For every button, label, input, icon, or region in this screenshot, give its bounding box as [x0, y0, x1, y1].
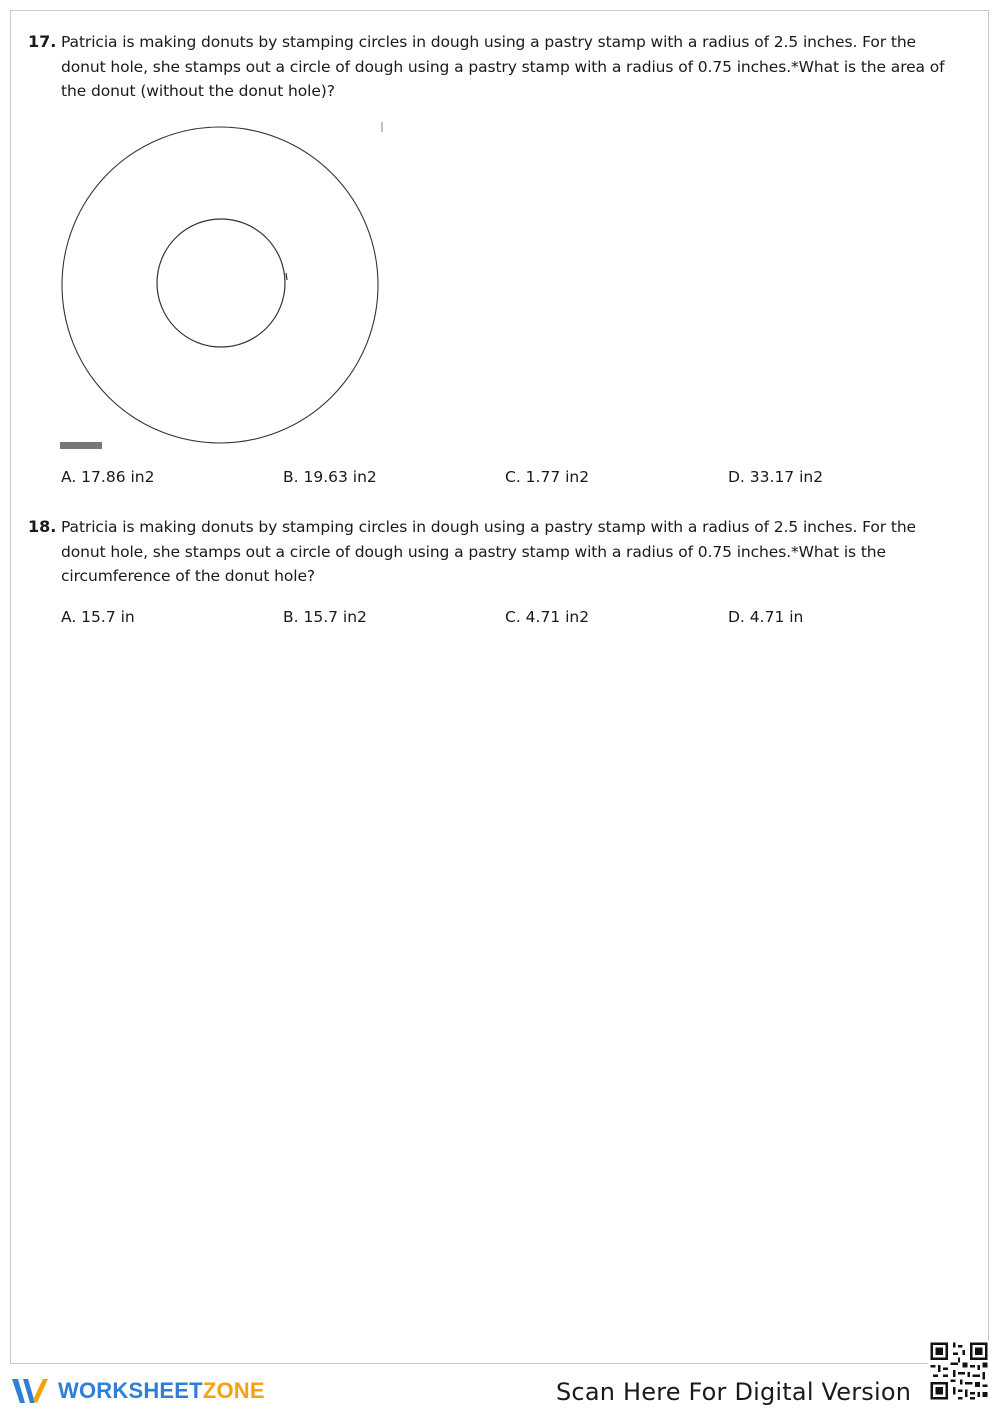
- question-text: Patricia is making donuts by stamping circles in dough using a pastry stamp with a radius of 2.5 inches. For the donut hole, she stamps out a circle of dough using a pastry stamp with a radius of 0.75 inches.*What is the area of the donut (without the donut hole)?: [61, 33, 945, 100]
- question-17: [28, 30, 948, 104]
- image-tag: [60, 442, 102, 449]
- option-a[interactable]: A. 15.7 in: [61, 608, 135, 626]
- question-18: [28, 515, 948, 589]
- scan-mark: [286, 273, 287, 280]
- qr-code[interactable]: [928, 1340, 990, 1402]
- donut-outer-circle: [62, 127, 378, 443]
- donut-hole-circle: [157, 219, 285, 347]
- option-d[interactable]: D. 33.17 in2: [728, 468, 824, 486]
- brand-logo[interactable]: [10, 1374, 265, 1408]
- footer: [0, 1366, 1000, 1414]
- question-number: 17.: [28, 32, 57, 51]
- option-b[interactable]: B. 15.7 in2: [283, 608, 367, 626]
- option-d[interactable]: D. 4.71 in: [728, 608, 804, 626]
- option-c[interactable]: C. 4.71 in2: [505, 608, 590, 626]
- brand-w-icon: [10, 1376, 50, 1406]
- option-a[interactable]: A. 17.86 in2: [61, 468, 155, 486]
- brand-name-part2: ZONE: [202, 1378, 265, 1403]
- brand-name: [58, 1378, 265, 1404]
- brand-name-part1: WORKSHEET: [58, 1378, 203, 1403]
- option-b[interactable]: B. 19.63 in2: [283, 468, 377, 486]
- scan-here-text: Scan Here For Digital Version: [556, 1378, 912, 1406]
- option-c[interactable]: C. 1.77 in2: [505, 468, 590, 486]
- donut-figure: [58, 118, 388, 453]
- question-text: Patricia is making donuts by stamping circles in dough using a pastry stamp with a radius of 2.5 inches. For the donut hole, she stamps out a circle of dough using a pastry stamp with a radius of 0.75 inches.*What is the circumference of the donut hole?: [61, 518, 916, 585]
- question-number: 18.: [28, 517, 57, 536]
